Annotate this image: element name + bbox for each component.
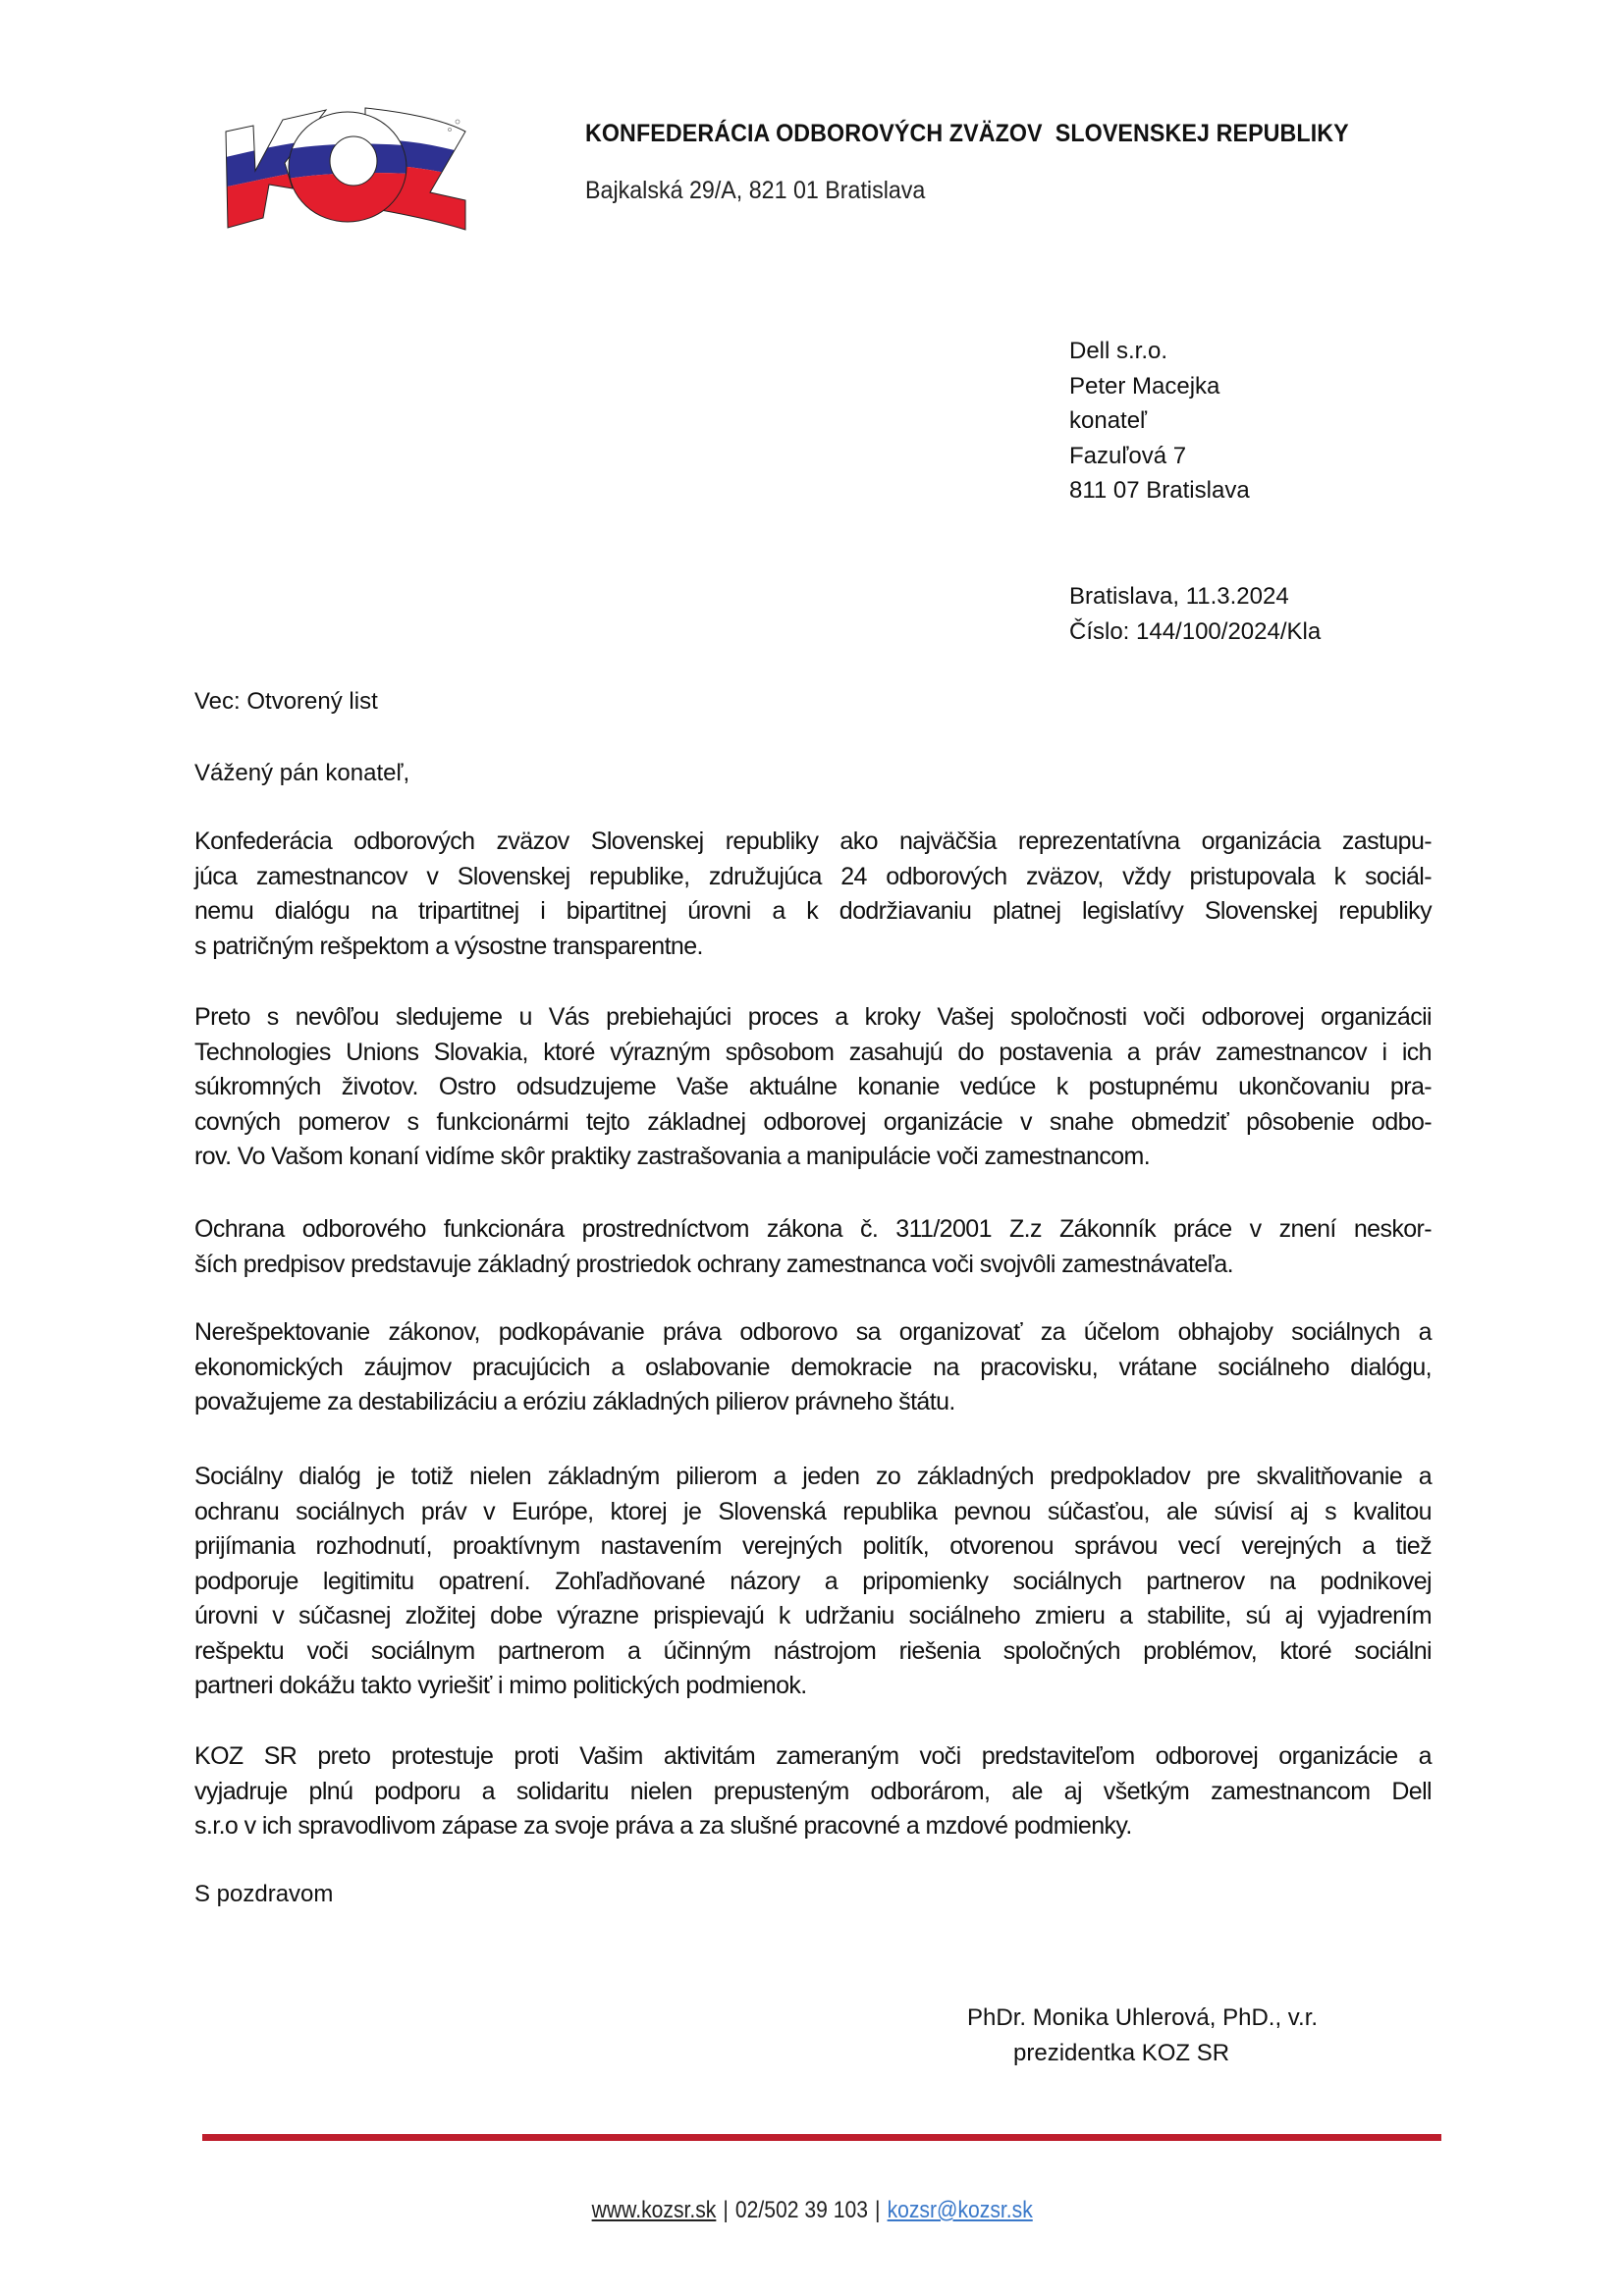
paragraph-line-text: Preto s nevôľou sledujeme u Vás prebiehajúci proces a kroky Vašej spoločnosti voči odborovej organizácii — [194, 1003, 1432, 1031]
organization-name: KONFEDERÁCIA ODBOROVÝCH ZVÄZOV SLOVENSKEJ REPUBLIKY — [585, 120, 1349, 147]
body-paragraph-5 — [194, 1460, 1432, 1704]
date-reference-block — [1069, 579, 1321, 649]
paragraph-line — [194, 1351, 1432, 1386]
signature-block — [967, 2001, 1318, 2070]
body-paragraph-1 — [194, 825, 1432, 964]
paragraph-line — [194, 1000, 1432, 1036]
body-paragraph-6 — [194, 1739, 1432, 1844]
paragraph-line — [194, 1140, 1432, 1175]
paragraph-line-text: Ochrana odborového funkcionára prostredníctvom zákona č. 311/2001 Z.z Zákonník práce v znení neskor- — [194, 1215, 1432, 1243]
paragraph-line — [194, 1565, 1432, 1600]
place-date: Bratislava, 11.3.2024 — [1069, 583, 1289, 610]
paragraph-line — [194, 1212, 1432, 1248]
phone-number: 02/502 39 103 — [734, 2197, 868, 2223]
paragraph-line-text: Konfederácia odborových zväzov Slovenskej republiky ako najväčšia reprezentatívna organizácia zastupu- — [194, 828, 1432, 855]
paragraph-line — [194, 1739, 1432, 1775]
paragraph-line — [194, 1775, 1432, 1810]
footer-contact — [0, 2197, 1624, 2224]
paragraph-line-text: ochranu sociálnych práv v Európe, ktorej je Slovenská republika pevnou súčasťou, ale súvisí aj s kvalitou — [194, 1497, 1432, 1525]
paragraph-line-text: podporuje legitimitu opatrení. Zohľadňované názory a pripomienky sociálnych partnerov na podnikovej — [194, 1567, 1432, 1595]
paragraph-line — [194, 860, 1432, 895]
koz-logo-icon — [218, 102, 479, 240]
paragraph-line — [194, 930, 1432, 965]
paragraph-line-text: považujeme za destabilizáciu a eróziu základných pilierov právneho štátu. — [194, 1388, 955, 1415]
footer-separator: | — [723, 2197, 729, 2223]
paragraph-line-text: rov. Vo Vašom konaní vidíme skôr praktiky zastrašovania a manipulácie voči zamestnancom. — [194, 1143, 1151, 1170]
paragraph-line — [194, 1036, 1432, 1071]
paragraph-line-text: partneri dokážu takto vyriešiť i mimo politických podmienok. — [194, 1672, 807, 1699]
paragraph-line-text: prijímania rozhodnutí, proaktívnym nastavením verejných politík, otvorenou správou vecí verejných a tiež — [194, 1532, 1432, 1560]
paragraph-line-text: Technologies Unions Slovakia, ktoré výrazným spôsobom zasahujú do postavenia a práv zamestnancov i ich — [194, 1038, 1432, 1066]
paragraph-line-text: KOZ SR preto protestuje proti Vašim aktivitám zameraným voči predstaviteľom odborovej organizácie a — [194, 1742, 1432, 1770]
reference-number: Číslo: 144/100/2024/Kla — [1069, 617, 1322, 645]
recipient-street: Fazuľová 7 — [1069, 442, 1187, 469]
paragraph-line — [194, 1634, 1432, 1670]
paragraph-line-text: ekonomických záujmov pracujúcich a oslabovanie demokracie na pracovisku, vrátane sociálneho dialógu, — [194, 1353, 1432, 1381]
paragraph-line — [194, 1315, 1432, 1351]
recipient-city: 811 07 Bratislava — [1069, 477, 1250, 504]
subject-line: Vec: Otvorený list — [194, 688, 378, 715]
paragraph-line-text: rešpektu voči sociálnym partnerom a účinným nástrojom riešenia spoločných problémov, ktoré sociálni — [194, 1636, 1432, 1665]
salutation: Vážený pán konateľ, — [194, 760, 410, 786]
paragraph-line — [194, 1460, 1432, 1495]
paragraph-line — [194, 1809, 1432, 1844]
website-link[interactable]: www.kozsr.sk — [591, 2197, 717, 2223]
paragraph-line — [194, 825, 1432, 860]
recipient-address-block — [1069, 334, 1250, 508]
email-link[interactable]: kozsr@kozsr.sk — [887, 2197, 1033, 2223]
footer-divider — [202, 2134, 1441, 2141]
paragraph-line-text: ších predpisov predstavuje základný prostriedok ochrany zamestnanca voči svojvôli zamestnávateľa. — [194, 1250, 1233, 1278]
paragraph-line — [194, 1105, 1432, 1141]
paragraph-line-text: Nerešpektovanie zákonov, podkopávanie práva odborovo sa organizovať za účelom obhajoby sociálnych a — [194, 1318, 1432, 1346]
recipient-company: Dell s.r.o. — [1069, 338, 1168, 364]
closing: S pozdravom — [194, 1881, 334, 1907]
paragraph-line — [194, 1248, 1432, 1283]
paragraph-line — [194, 1385, 1432, 1420]
paragraph-line-text: nemu dialógu na tripartitnej i bipartitnej úrovni a k dodržiavaniu platnej legislatívy Slovenskej republiky — [194, 897, 1432, 925]
paragraph-line — [194, 1495, 1432, 1530]
paragraph-line-text: covných pomerov s funkcionármi tejto základnej odborovej organizácie v snahe obmedziť pôsobenie odbo- — [194, 1107, 1432, 1136]
paragraph-line-text: vyjadruje plnú podporu a solidaritu nielen prepusteným odborárom, ale aj všetkým zamestnancom Dell — [194, 1777, 1432, 1805]
paragraph-line-text: s patričným rešpektom a výsostne transparentne. — [194, 932, 703, 960]
paragraph-line-text: júca zamestnancov v Slovenskej republike, združujúca 24 odborových zväzov, vždy pristupovala k sociál- — [194, 862, 1432, 890]
recipient-name: Peter Macejka — [1069, 372, 1220, 400]
paragraph-line-text: súkromných životov. Ostro odsudzujeme Vaše aktuálne konanie vedúce k postupnému ukončovaniu pra- — [194, 1073, 1432, 1100]
paragraph-line — [194, 1070, 1432, 1105]
footer-separator: | — [874, 2197, 881, 2223]
signatory-title: prezidentka KOZ SR — [1013, 2039, 1230, 2066]
signatory-name: PhDr. Monika Uhlerová, PhD., v.r. — [967, 2004, 1319, 2031]
body-paragraph-3 — [194, 1212, 1432, 1282]
body-paragraph-2 — [194, 1000, 1432, 1175]
paragraph-line-text: úrovni v súčasnej zložitej dobe výrazne prispievajú k udržaniu sociálneho zmieru a stabilite, sú aj vyjadrením — [194, 1602, 1432, 1629]
paragraph-line — [194, 894, 1432, 930]
recipient-position: konateľ — [1069, 407, 1148, 434]
paragraph-line-text: Sociálny dialóg je totiž nielen základným pilierom a jeden zo základných predpokladov pre skvalitňovanie a — [194, 1463, 1432, 1490]
paragraph-line — [194, 1599, 1432, 1634]
organization-address: Bajkalská 29/A, 821 01 Bratislava — [585, 177, 926, 204]
paragraph-line-text: s.r.o v ich spravodlivom zápase za svoje práva a za slušné pracovné a mzdové podmienky. — [194, 1812, 1132, 1840]
body-paragraph-4 — [194, 1315, 1432, 1420]
paragraph-line — [194, 1669, 1432, 1704]
paragraph-line — [194, 1529, 1432, 1565]
